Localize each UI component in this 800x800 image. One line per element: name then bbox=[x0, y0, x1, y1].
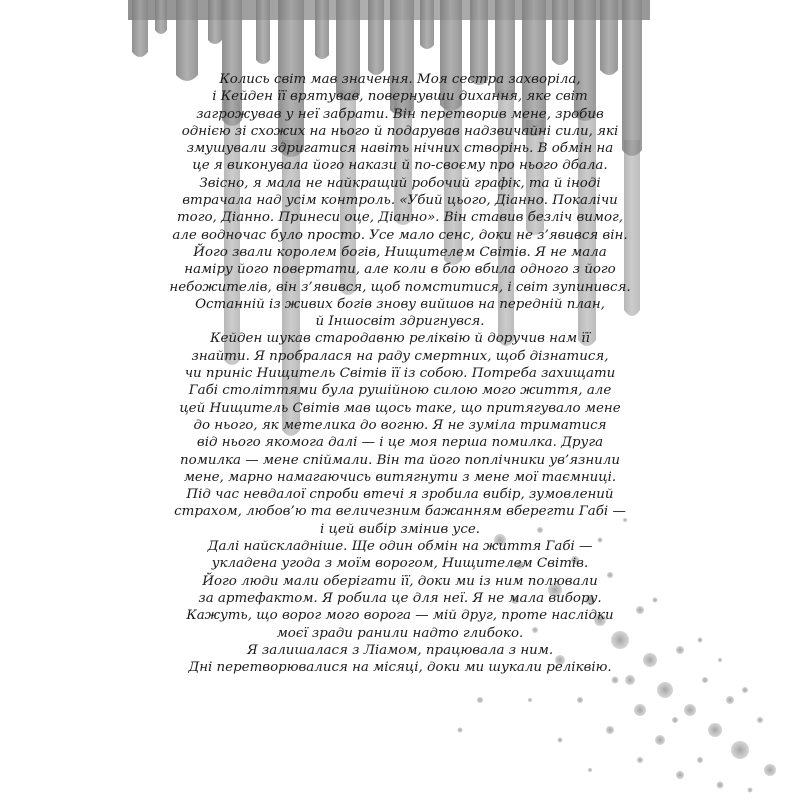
text-line: наміру його повертати, але коли в бою вбила одного з його bbox=[184, 262, 616, 278]
text-line: Його звали королем богів, Нищителем Світів. Я не мала bbox=[193, 244, 607, 260]
text-line: Кейден шукав стародавню реліквію й доручив нам її bbox=[210, 331, 590, 347]
text-line: за артефактом. Я робила це для неї. Я не мала вибору. bbox=[198, 590, 602, 606]
text-line: мене, марно намагаючись витягнути з мене мої таємниці. bbox=[183, 469, 617, 485]
text-line: однією зі схожих на нього й подарував надзвичайні сили, які bbox=[181, 123, 619, 139]
text-line: Кажуть, що ворог мого ворога — мій друг, проте наслідки bbox=[186, 608, 614, 624]
body-text bbox=[150, 71, 650, 676]
text-line: страхом, любов’ю та величезним бажанням вберегти Габі — bbox=[174, 504, 626, 520]
text-line: Звісно, я мала не найкращий робочий графік, та й іноді bbox=[199, 175, 601, 191]
text-line: це я виконувала його накази й по-своєму про нього дбала. bbox=[192, 158, 608, 174]
text-line: від нього якомога далі — і це моя перша помилка. Друга bbox=[196, 435, 604, 451]
text-line: Дні перетворювалися на місяці, доки ми шукали реліквію. bbox=[188, 660, 612, 676]
text-line: чи приніс Нищитель Світів її із собою. Потреба захищати bbox=[184, 366, 616, 382]
text-line: небожителів, він з’явився, щоб помститися, і світ зупинився. bbox=[169, 279, 631, 295]
text-line: Останній із живих богів знову вийшов на передній план, bbox=[195, 296, 605, 312]
text-line: знайти. Я пробралася на раду смертних, щоб дізнатися, bbox=[191, 348, 609, 364]
text-line: Під час невдалої спроби втечі я зробила вибір, зумовлений bbox=[186, 487, 614, 503]
text-line: до нього, як метелика до вогню. Я не зуміла триматися bbox=[193, 417, 607, 433]
text-line: і Кейден її врятував, повернувши дихання, яке світ bbox=[212, 89, 588, 105]
text-line: моєї зради ранили надто глибоко. bbox=[276, 625, 524, 641]
text-line: Габі століттями була рушійною силою мого життя, але bbox=[188, 383, 612, 399]
text-line: Далі найскладніше. Ще один обмін на життя Габі — bbox=[207, 539, 593, 555]
text-line: Я залишалася з Ліамом, працювала з ним. bbox=[246, 642, 554, 658]
text-line: помилка — мене спіймали. Він та його поплічники ув’язнили bbox=[180, 452, 620, 468]
text-line: змушували здригатися навіть нічних створінь. В обмін на bbox=[186, 141, 614, 157]
text-line: Колись світ мав значення. Моя сестра захворіла, bbox=[219, 72, 581, 87]
text-line: загрожував у неї забрати. Він перетворив мене, зробив bbox=[196, 106, 604, 122]
text-line: того, Діанно. Принеси оце, Діанно». Він ставив безліч вимог, bbox=[176, 210, 624, 226]
text-line: й Іншосвіт здригнувся. bbox=[315, 314, 485, 330]
text-line: Його люди мали оберігати її, доки ми із ним полювали bbox=[202, 573, 598, 589]
text-line: укладена угода з моїм ворогом, Нищителем Світів. bbox=[211, 556, 589, 572]
text-line: цей Нищитель Світів мав щось таке, що притягувало мене bbox=[179, 400, 621, 416]
text-line: і цей вибір змінив усе. bbox=[319, 521, 481, 537]
text-line: втрачала над усім контроль. «Убий цього, Діанно. Покалічи bbox=[182, 193, 618, 209]
text-line: але водночас було просто. Усе мало сенс, доки не з’явився він. bbox=[172, 227, 628, 243]
